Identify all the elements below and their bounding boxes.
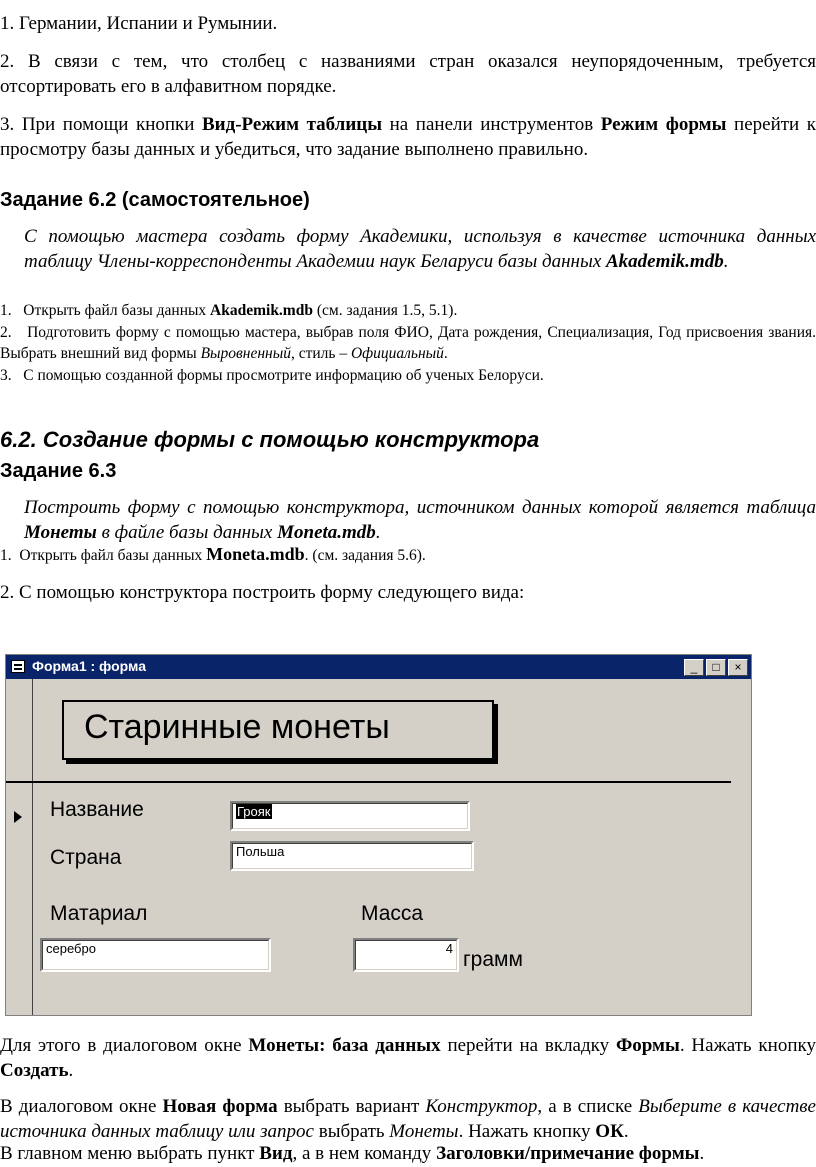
label-mass-unit: грамм	[463, 948, 523, 971]
task-6-2-step-1: 1. Открыть файл базы данных Akademik.mdb (см. задания 1.5, 5.1).	[0, 302, 458, 319]
paragraph-3: 3. При помощи кнопки Вид-Режим таблицы на панели инструментов Режим формы перейти к просмотру базы данных и убедиться, что задание выполнено правильно.	[0, 114, 816, 160]
paragraph-1: 1. Германии, Испании и Румынии.	[0, 13, 278, 34]
window-title: Форма1 : форма	[32, 658, 146, 674]
task-6-2-heading: Задание 6.2 (самостоятельное)	[0, 189, 310, 211]
task-6-3-step-1: 1. Открыть файл базы данных Moneta.mdb. (см. задания 5.6).	[0, 544, 426, 564]
section-heading: 6.2. Создание формы с помощью конструктора	[0, 427, 540, 452]
form-icon	[11, 660, 25, 673]
label-mass: Масса	[361, 902, 424, 925]
task-6-2-step-3: 3. С помощью созданной формы просмотрите информацию об ученых Белоруси.	[0, 367, 544, 384]
label-name: Название	[50, 798, 144, 821]
close-button[interactable]: ×	[728, 659, 748, 676]
record-selector[interactable]	[6, 679, 33, 1015]
after-paragraph-1: Для этого в диалоговом окне Монеты: база данных перейти на вкладку Формы. Нажать кнопку Создать.	[0, 1035, 816, 1081]
material-field[interactable]: серебро	[40, 938, 271, 972]
label-country: Страна	[50, 846, 122, 869]
task-6-2-description: С помощью мастера создать форму Академики, используя в качестве источника данных таблицу Члены-корреспонденты Академии наук Беларуси базы данных Akademik.mdb.	[24, 226, 816, 272]
maximize-button[interactable]: □	[706, 659, 726, 676]
mass-field[interactable]: 4	[353, 938, 459, 972]
title-bar[interactable]	[6, 655, 751, 679]
label-material: Матариал	[50, 902, 148, 925]
minimize-button[interactable]: _	[684, 659, 704, 676]
after-paragraph-2: В диалоговом окне Новая форма выбрать вариант Конструктор, а в списке Выберите в качестве источника данных таблицу или запрос выбрать Монеты. Нажать кнопку ОК.	[0, 1096, 816, 1142]
record-pointer-icon	[14, 811, 22, 823]
task-6-3-heading: Задание 6.3	[0, 460, 117, 482]
after-paragraph-3: В главном меню выбрать пункт Вид, а в нем команду Заголовки/примечание формы.	[0, 1143, 705, 1164]
task-6-2-step-2: 2. Подготовить форму с помощью мастера, выбрав поля ФИО, Дата рождения, Специализация, Год присвоения звания. Выбрать внешний вид формы Выровненный, стиль – Официальный.	[0, 324, 816, 362]
name-field[interactable]: Грояк	[230, 801, 470, 831]
form-header-label: Старинные монеты	[62, 700, 494, 760]
task-6-3-step-2: 2. С помощью конструктора построить форму следующего вида:	[0, 582, 525, 603]
paragraph-2: 2. В связи с тем, что столбец с названиями стран оказался неупорядоченным, требуется отсортировать его в алфавитном порядке.	[0, 51, 816, 97]
access-form-window	[5, 654, 752, 1016]
header-divider	[6, 781, 731, 783]
country-field[interactable]: Польша	[230, 841, 474, 871]
task-6-3-description: Построить форму с помощью конструктора, источником данных которой является таблица Монеты в файле базы данных Moneta.mdb.	[24, 497, 816, 543]
